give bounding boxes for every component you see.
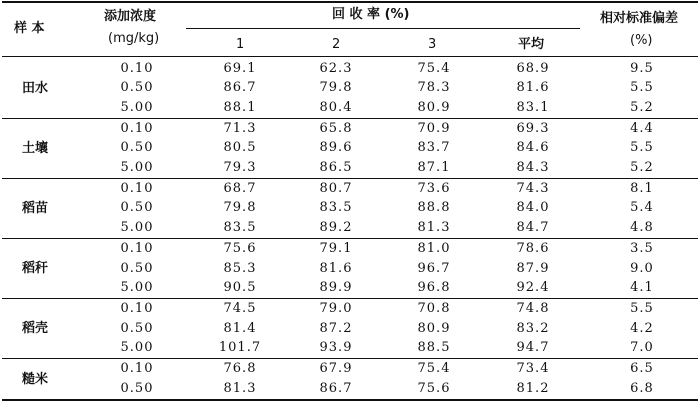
recovery-cell: 85.3 [223, 260, 257, 276]
recovery-subrule [186, 28, 580, 29]
sample-label: 稻秆 [22, 261, 49, 277]
mean-cell: 73.4 [516, 361, 550, 377]
recovery-cell: 75.4 [417, 361, 451, 377]
recovery-cell: 93.9 [319, 339, 353, 355]
recovery-cell: 83.5 [319, 200, 353, 216]
recovery-cell: 88.1 [223, 99, 257, 115]
recovery-cell: 88.8 [417, 200, 451, 216]
recovery-cell: 80.4 [319, 99, 353, 115]
header-rsd-unit: (%) [630, 33, 653, 48]
recovery-cell: 96.8 [417, 279, 451, 295]
recovery-cell: 80.9 [417, 99, 451, 115]
group-divider [2, 298, 698, 299]
mean-cell: 84.6 [516, 140, 550, 156]
recovery-cell: 79.8 [319, 80, 353, 96]
header-mean: 平均 [518, 37, 545, 52]
recovery-cell: 68.7 [223, 181, 257, 197]
conc-cell: 0.50 [120, 380, 154, 396]
recovery-cell: 81.3 [223, 380, 257, 396]
recovery-cell: 80.9 [417, 320, 451, 336]
recovery-cell: 96.7 [417, 260, 451, 276]
recovery-cell: 74.5 [223, 301, 257, 317]
recovery-cell: 88.5 [417, 339, 451, 355]
recovery-cell: 89.2 [319, 219, 353, 235]
recovery-cell: 67.9 [319, 361, 353, 377]
group-divider [2, 118, 698, 119]
recovery-cell: 90.5 [223, 279, 257, 295]
recovery-cell: 81.3 [417, 219, 451, 235]
recovery-cell: 69.1 [223, 61, 257, 76]
recovery-cell: 89.9 [319, 279, 353, 295]
rsd-cell: 5.5 [630, 140, 654, 156]
mean-cell: 84.0 [516, 200, 550, 216]
group-divider [2, 238, 698, 239]
rsd-cell: 4.1 [630, 279, 654, 295]
mean-cell: 74.8 [516, 301, 550, 317]
conc-cell: 5.00 [120, 339, 154, 355]
table-bottom-rule [2, 399, 698, 401]
recovery-cell: 75.6 [223, 241, 257, 257]
recovery-cell: 80.5 [223, 140, 257, 156]
header-rep-3: 3 [428, 37, 437, 52]
conc-cell: 5.00 [120, 279, 154, 295]
recovery-cell: 86.7 [223, 80, 257, 96]
header-rsd: 相对标准偏差 [600, 11, 679, 26]
conc-cell: 0.10 [120, 241, 154, 257]
mean-cell: 92.4 [516, 279, 550, 295]
recovery-table [2, 1, 698, 401]
mean-cell: 68.9 [516, 61, 550, 76]
header-rep-2: 2 [332, 37, 341, 52]
recovery-cell: 78.3 [417, 80, 451, 96]
recovery-cell: 75.6 [417, 380, 451, 396]
conc-cell: 5.00 [120, 159, 154, 175]
recovery-cell: 79.8 [223, 200, 257, 216]
rsd-cell: 8.1 [630, 181, 654, 197]
mean-cell: 83.2 [516, 320, 550, 336]
mean-cell: 74.3 [516, 181, 550, 197]
conc-cell: 0.50 [120, 200, 154, 216]
rsd-cell: 4.4 [630, 121, 654, 137]
recovery-cell: 62.3 [319, 61, 353, 76]
conc-cell: 0.50 [120, 80, 154, 96]
rsd-cell: 4.8 [630, 219, 654, 235]
rsd-cell: 5.5 [630, 301, 654, 317]
recovery-cell: 79.3 [223, 159, 257, 175]
conc-cell: 0.50 [120, 260, 154, 276]
recovery-cell: 70.9 [417, 121, 451, 137]
mean-cell: 84.3 [516, 159, 550, 175]
rsd-cell: 7.0 [630, 339, 654, 355]
conc-cell: 0.10 [120, 361, 154, 377]
recovery-cell: 79.1 [319, 241, 353, 257]
recovery-cell: 86.7 [319, 380, 353, 396]
rsd-cell: 9.0 [630, 260, 654, 276]
header-recovery: 回 收 率 (%) [332, 7, 410, 22]
table-top-rule [2, 1, 698, 3]
sample-label: 土壤 [22, 141, 49, 157]
recovery-cell: 81.0 [417, 241, 451, 257]
recovery-cell: 81.6 [319, 260, 353, 276]
recovery-cell: 86.5 [319, 159, 353, 175]
recovery-cell: 87.2 [319, 320, 353, 336]
recovery-cell: 70.8 [417, 301, 451, 317]
rsd-cell: 5.2 [630, 159, 654, 175]
rsd-cell: 5.4 [630, 200, 654, 216]
rsd-cell: 4.2 [630, 320, 654, 336]
conc-cell: 0.10 [120, 181, 154, 197]
header-conc: 添加浓度 [104, 9, 157, 24]
recovery-cell: 73.6 [417, 181, 451, 197]
header-bottom-rule [2, 56, 698, 57]
recovery-cell: 83.7 [417, 140, 451, 156]
header-sample: 样 本 [14, 21, 45, 36]
rsd-cell: 6.8 [630, 380, 654, 396]
sample-label: 田水 [22, 81, 49, 97]
recovery-cell: 75.4 [417, 61, 451, 76]
recovery-cell: 65.8 [319, 121, 353, 137]
conc-cell: 0.10 [120, 121, 154, 137]
mean-cell: 83.1 [516, 99, 550, 115]
header-rep-1: 1 [236, 37, 245, 52]
rsd-cell: 5.5 [630, 80, 654, 96]
recovery-cell: 101.7 [218, 339, 262, 355]
mean-cell: 94.7 [516, 339, 550, 355]
recovery-cell: 83.5 [223, 219, 257, 235]
rsd-cell: 5.2 [630, 99, 654, 115]
mean-cell: 84.7 [516, 219, 550, 235]
mean-cell: 81.6 [516, 80, 550, 96]
sample-label: 糙米 [22, 371, 49, 387]
recovery-cell: 76.8 [223, 361, 257, 377]
sample-label: 稻苗 [22, 201, 49, 217]
conc-cell: 0.10 [120, 301, 154, 317]
conc-cell: 0.50 [120, 320, 154, 336]
recovery-cell: 71.3 [223, 121, 257, 137]
mean-cell: 87.9 [516, 260, 550, 276]
sample-label: 稻壳 [22, 321, 49, 337]
header-conc-unit: (mg/kg) [108, 31, 160, 46]
recovery-cell: 81.4 [223, 320, 257, 336]
mean-cell: 69.3 [516, 121, 550, 137]
mean-cell: 81.2 [516, 380, 550, 396]
recovery-cell: 87.1 [417, 159, 451, 175]
recovery-cell: 89.6 [319, 140, 353, 156]
mean-cell: 78.6 [516, 241, 550, 257]
group-divider [2, 178, 698, 179]
rsd-cell: 3.5 [630, 241, 654, 257]
conc-cell: 0.50 [120, 140, 154, 156]
conc-cell: 5.00 [120, 99, 154, 115]
rsd-cell: 6.5 [630, 361, 654, 377]
recovery-cell: 80.7 [319, 181, 353, 197]
rsd-cell: 9.5 [630, 61, 654, 76]
recovery-cell: 79.0 [319, 301, 353, 317]
conc-cell: 0.10 [120, 61, 154, 76]
group-divider [2, 358, 698, 359]
conc-cell: 5.00 [120, 219, 154, 235]
